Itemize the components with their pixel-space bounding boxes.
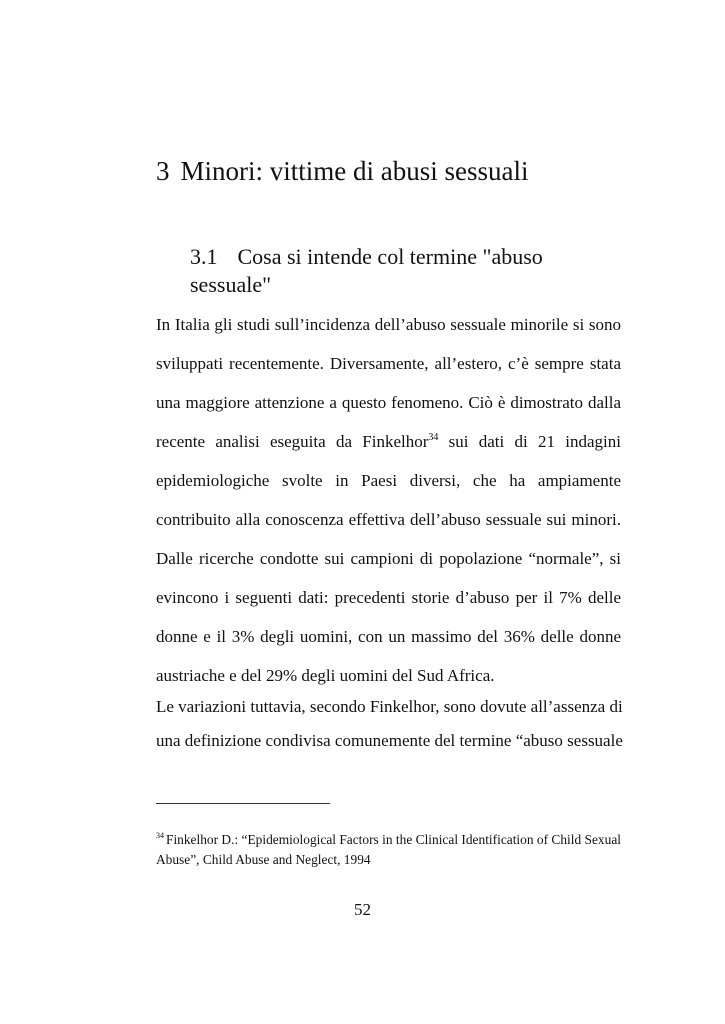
paragraph-line: una definizione condivisa comunemente del termine “abuso sessuale [156, 731, 623, 750]
chapter-title-text: Minori: vittime di abusi sessuali [180, 156, 529, 186]
paragraph-line: evincono i seguenti dati: precedenti storie d’abuso per il 7% delle [156, 588, 621, 607]
footnote [156, 830, 621, 870]
paragraph-line: contribuito alla conoscenza effettiva dell’abuso sessuale sui minori. [156, 510, 621, 529]
paragraph-2 [156, 697, 621, 765]
chapter-number: 3 [156, 156, 170, 186]
paragraph-line: Le variazioni tuttavia, secondo Finkelhor, sono dovute all’assenza di [156, 697, 623, 716]
paragraph-text: sui dati di 21 indagini [438, 432, 621, 451]
footnote-text: Finkelhor D.: “Epidemiological Factors in the Clinical Identification of Child Sexual [166, 832, 621, 847]
section-number: 3.1 [190, 244, 218, 269]
section-title-line1: Cosa si intende col termine "abuso [237, 244, 543, 269]
footnote-marker: 34 [156, 831, 164, 840]
chapter-title [156, 153, 528, 189]
paragraph-1 [156, 315, 621, 686]
page-number: 52 [354, 900, 371, 919]
footnote-divider [156, 803, 330, 804]
paragraph-line: donne e il 3% degli uomini, con un massimo del 36% delle donne [156, 627, 621, 646]
paragraph-line: una maggiore attenzione a questo fenomeno. Ciò è dimostrato dalla [156, 393, 621, 412]
paragraph-line: In Italia gli studi sull’incidenza dell’abuso sessuale minorile si sono [156, 315, 621, 334]
paragraph-line: sviluppati recentemente. Diversamente, all’estero, c’è sempre stata [156, 354, 621, 373]
paragraph-text: recente analisi eseguita da Finkelhor [156, 432, 429, 451]
section-title [190, 243, 543, 299]
footnote-line: Abuse”, Child Abuse and Neglect, 1994 [156, 852, 371, 867]
footnote-reference[interactable]: 34 [428, 432, 439, 443]
paragraph-line: austriache e del 29% degli uomini del Sud Africa. [156, 666, 495, 685]
paragraph-line: epidemiologiche svolte in Paesi diversi, che ha ampiamente [156, 471, 621, 490]
section-title-line2: sessuale" [190, 272, 272, 297]
paragraph-line: Dalle ricerche condotte sui campioni di popolazione “normale”, si [156, 549, 621, 568]
paragraph-line [156, 432, 621, 452]
footnote-line [156, 830, 621, 850]
